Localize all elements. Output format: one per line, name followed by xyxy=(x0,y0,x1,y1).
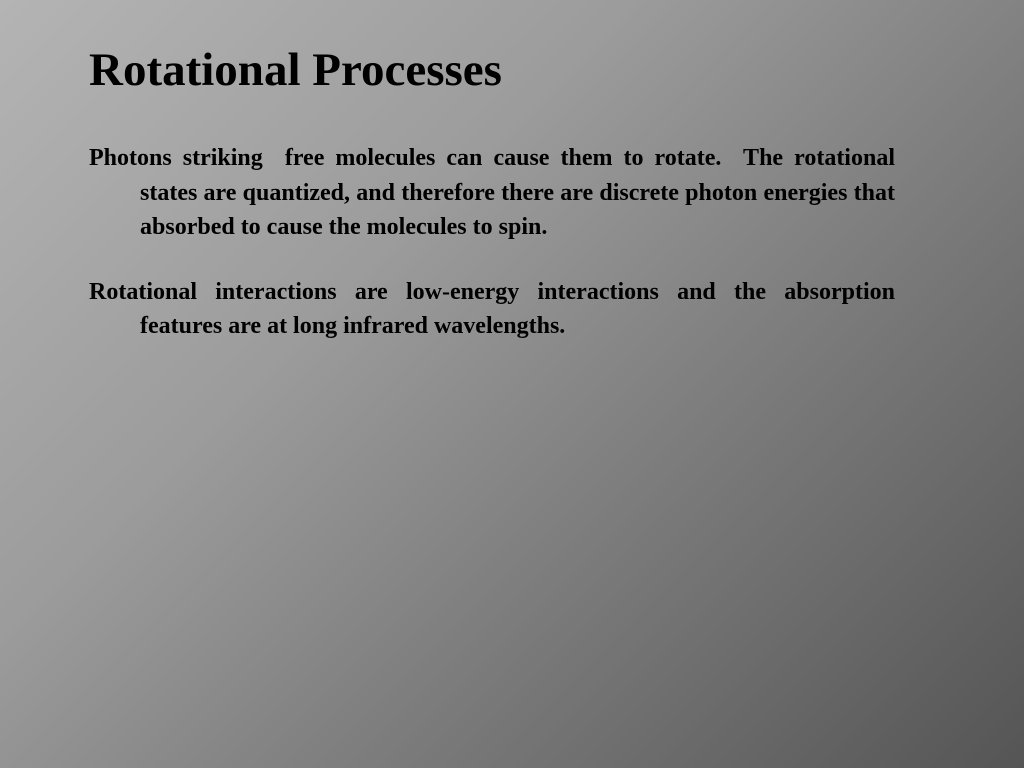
paragraph-rotational-interactions: Rotational interactions are low-energy interactions and the absorption features are at long infrared wavelengths. xyxy=(89,278,895,339)
slide-title: Rotational Processes xyxy=(89,44,502,96)
slide-body xyxy=(89,141,901,374)
paragraph-photons-rotation: Photons striking free molecules can cause them to rotate. The rotational states are quantized, and therefore there are discrete photon energies that absorbed to cause the molecules to spin. xyxy=(89,145,901,240)
